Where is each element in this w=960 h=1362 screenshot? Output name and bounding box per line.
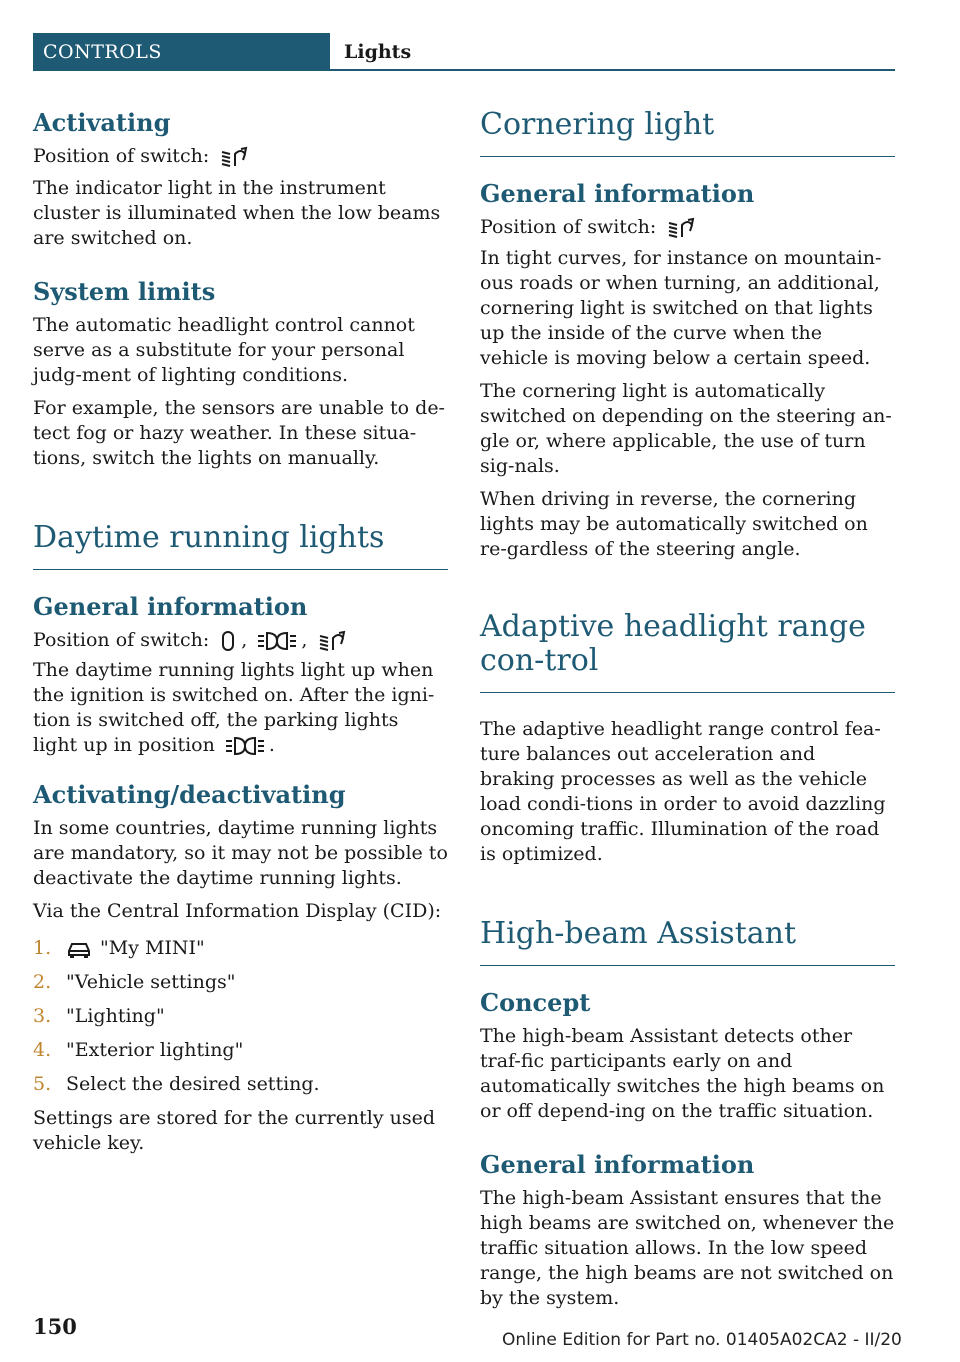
- heading-cornering-light: Cornering light: [480, 108, 895, 157]
- activating-text: The indicator light in the instrument cluster is illuminated when the low beams are switched on.: [33, 177, 441, 249]
- steps-list: [33, 936, 448, 1097]
- section-tab: [33, 33, 330, 71]
- separator: ,: [301, 629, 308, 651]
- heading-cornering-general: General information: [480, 179, 755, 208]
- hba-general-text: The high-beam Assistant ensures that the high beams are switched on, whenever the traffic situation allows. In the low speed range, the high beams are not switched on by the system.: [480, 1187, 895, 1309]
- page-header: [33, 33, 895, 71]
- low-beam-auto-icon: [317, 630, 347, 652]
- parking-lights-icon: [257, 630, 297, 652]
- switch-off-icon: [219, 630, 237, 652]
- switch-position-line: [33, 144, 448, 169]
- list-text: "Exterior lighting": [66, 1039, 244, 1061]
- switch-label: Position of switch:: [33, 629, 210, 651]
- act-deact-text-3: Settings are stored for the currently used vehicle key.: [33, 1107, 435, 1154]
- list-item: [33, 936, 448, 961]
- heading-drl-general: General information: [33, 592, 308, 621]
- drl-switch-line: [33, 628, 448, 653]
- low-beam-auto-icon: [666, 217, 696, 239]
- drl-text-body: The daytime running lights light up when the ignition is switched on. After the igni-tion is switched off, the parking lights light up in position: [33, 659, 435, 756]
- cornering-text-3: When driving in reverse, the cornering lights may be automatically switched on re-gardless of the steering angle.: [480, 488, 868, 560]
- chapter-title: Lights: [344, 41, 412, 63]
- drl-text: [33, 658, 448, 758]
- list-number: 3.: [33, 1005, 52, 1027]
- list-text: "My MINI": [100, 937, 205, 959]
- concept-text: The high-beam Assistant detects other traf-fic participants early on and automatically switches the high beams on or off depend-ing on the traffic situation.: [480, 1025, 885, 1122]
- list-number: 2.: [33, 971, 52, 993]
- heading-system-limits: System limits: [33, 277, 216, 306]
- list-number: 5.: [33, 1073, 52, 1095]
- list-item: [33, 970, 448, 995]
- car-icon: [66, 939, 92, 959]
- switch-label: Position of switch:: [33, 145, 210, 167]
- list-text: "Lighting": [66, 1005, 165, 1027]
- low-beam-auto-icon: [219, 146, 249, 168]
- list-text: Select the desired setting.: [66, 1073, 320, 1095]
- heading-adaptive-headlight: Adaptive headlight range con-trol: [480, 610, 895, 693]
- system-limits-text-1: The automatic headlight control cannot serve as a substitute for your personal judg-ment of lighting conditions.: [33, 314, 415, 386]
- list-text: "Vehicle settings": [66, 971, 236, 993]
- heading-daytime-running-lights: Daytime running lights: [33, 521, 448, 570]
- separator: ,: [241, 629, 248, 651]
- cornering-text-2: The cornering light is automatically switched on depending on the steering an-gle or, where applicable, the use of turn sig-nals.: [480, 380, 892, 477]
- heading-hba-general: General information: [480, 1150, 755, 1179]
- list-item: [33, 1038, 448, 1063]
- page-number: 150: [33, 1314, 77, 1339]
- cornering-text-1: In tight curves, for instance on mountain-ous roads or when turning, an additional, cornering light is switched on that lights up the inside of the curve when the vehicle is moving below a certain speed.: [480, 247, 882, 369]
- switch-label: Position of switch:: [480, 216, 657, 238]
- section-title: CONTROLS: [43, 41, 162, 63]
- list-item: [33, 1072, 448, 1097]
- act-deact-text-2: Via the Central Information Display (CID):: [33, 900, 442, 922]
- left-column: [33, 100, 448, 1156]
- list-number: 4.: [33, 1039, 52, 1061]
- heading-high-beam-assistant: High-beam Assistant: [480, 917, 895, 966]
- drl-text-end: .: [268, 734, 275, 756]
- edition-footer: Online Edition for Part no. 01405A02CA2 - II/20: [502, 1330, 902, 1350]
- list-item: [33, 1004, 448, 1029]
- header-rule: [330, 69, 895, 71]
- adaptive-text: The adaptive headlight range control fea-ture balances out acceleration and braking processes as well as the vehicle load condi-tions in order to avoid dazzling oncoming traffic. Illumination of the road is optimized.: [480, 718, 886, 865]
- right-column: [480, 100, 895, 1311]
- list-number: 1.: [33, 937, 52, 959]
- system-limits-text-2: For example, the sensors are unable to de-tect fog or hazy weather. In these situa-tions, switch the lights on manually.: [33, 397, 445, 469]
- cornering-switch-line: [480, 215, 895, 240]
- heading-activating-deactivating: Activating/deactivating: [33, 780, 346, 809]
- heading-activating: Activating: [33, 108, 171, 137]
- act-deact-text-1: In some countries, daytime running lights are mandatory, so it may not be possible to deactivate the daytime running lights.: [33, 817, 448, 889]
- parking-lights-icon: [225, 735, 265, 757]
- heading-concept: Concept: [480, 988, 591, 1017]
